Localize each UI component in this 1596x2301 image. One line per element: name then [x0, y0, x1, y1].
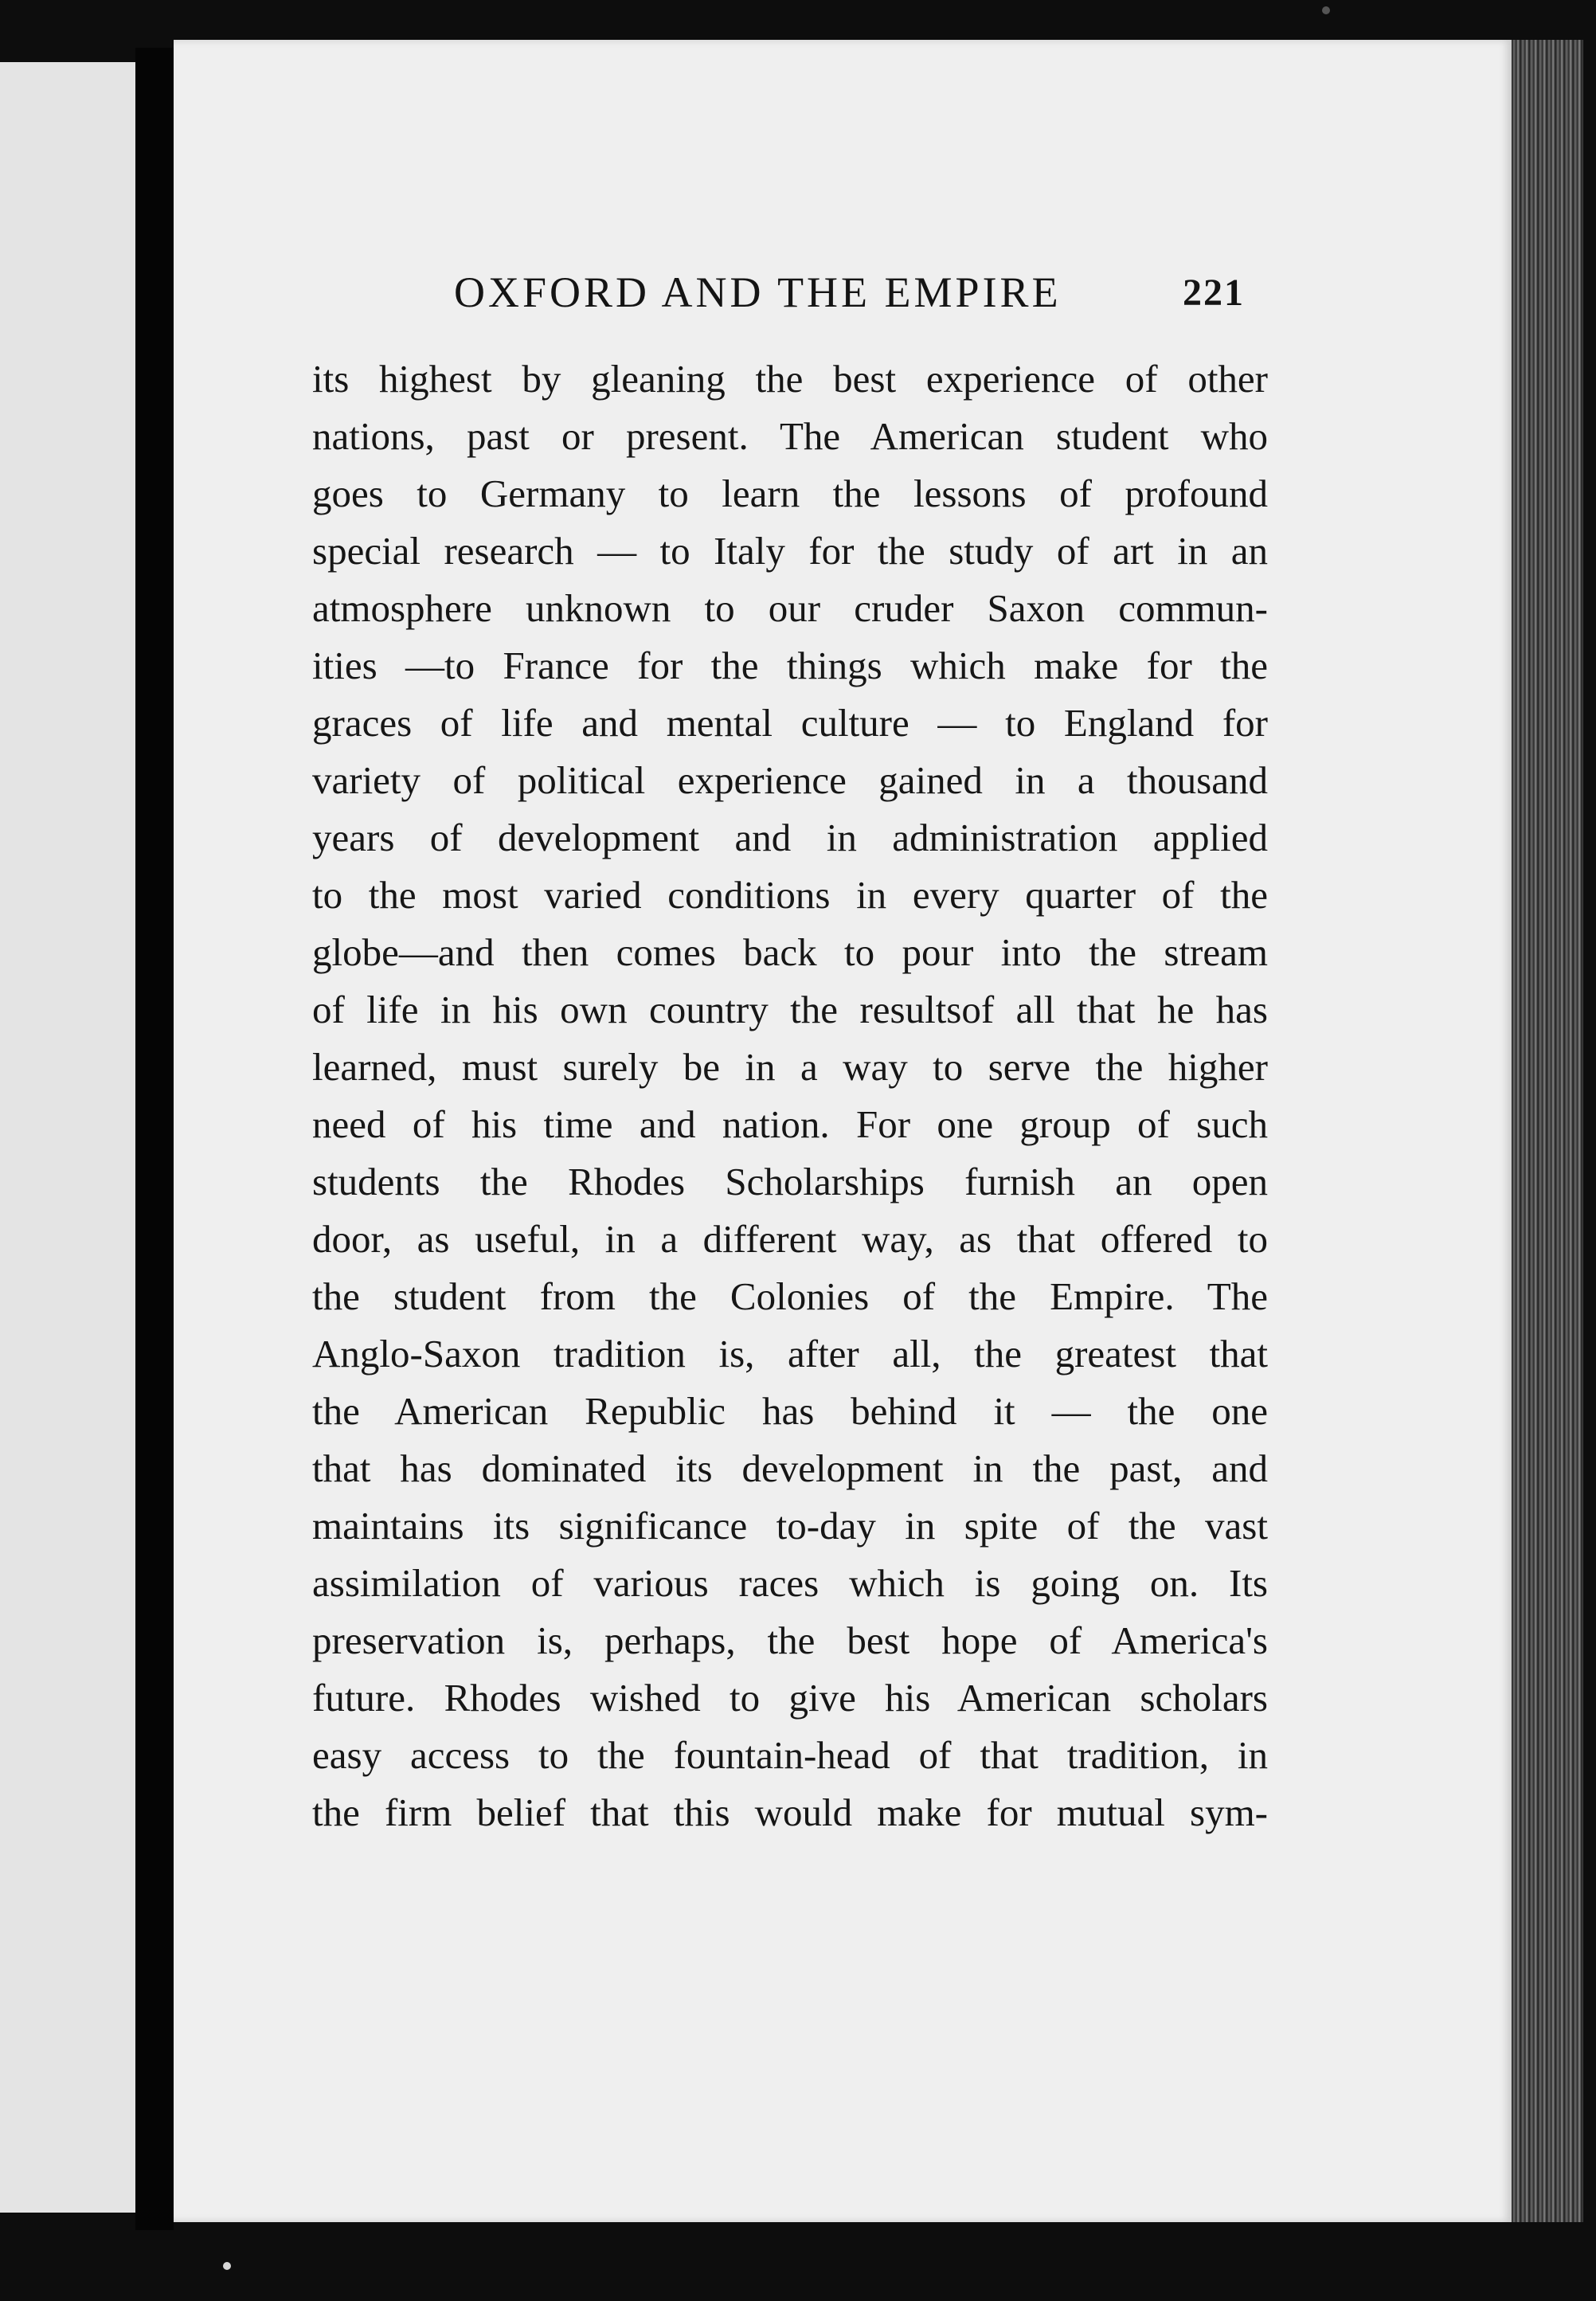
text-line: years of development and in administration applied	[312, 816, 1268, 859]
text-line: easy access to the fountain-head of that tradition, in	[312, 1733, 1268, 1777]
text-line: maintains its significance to-day in spite of the vast	[312, 1504, 1268, 1548]
text-line: ities —to France for the things which make for the	[312, 644, 1268, 687]
page-header	[454, 268, 1250, 331]
scan-speck	[1322, 6, 1330, 14]
text-line: globe—and then comes back to pour into the stream	[312, 930, 1268, 974]
text-line: the American Republic has behind it — the one	[312, 1389, 1268, 1433]
text-line: of life in his own country the resultsof all that he has	[312, 988, 1268, 1031]
page-stack-edge	[1512, 40, 1583, 2222]
text-line: door, as useful, in a different way, as that offered to	[312, 1217, 1268, 1261]
text-line: that has dominated its development in the past, and	[312, 1446, 1268, 1490]
text-line: learned, must surely be in a way to serve the higher	[312, 1045, 1268, 1089]
text-line: atmosphere unknown to our cruder Saxon commun-	[312, 586, 1268, 630]
text-line: variety of political experience gained in a thousand	[312, 758, 1268, 802]
text-line: its highest by gleaning the best experience of other	[312, 357, 1268, 401]
book-gutter	[135, 48, 174, 2230]
text-line: assimilation of various races which is going on. Its	[312, 1561, 1268, 1605]
text-line: special research — to Italy for the study of art in an	[312, 529, 1268, 573]
body-text	[312, 350, 1268, 1841]
text-line: need of his time and nation. For one group of such	[312, 1102, 1268, 1146]
text-line: preservation is, perhaps, the best hope of America's	[312, 1618, 1268, 1662]
text-line: nations, past or present. The American student who	[312, 414, 1268, 458]
text-line: the student from the Colonies of the Empire. The	[312, 1274, 1268, 1318]
scan-speck	[223, 2262, 231, 2270]
text-line: students the Rhodes Scholarships furnish an open	[312, 1160, 1268, 1203]
text-line: goes to Germany to learn the lessons of profound	[312, 472, 1268, 515]
page-number: 221	[1183, 272, 1245, 314]
text-line: graces of life and mental culture — to England for	[312, 701, 1268, 745]
text-line: future. Rhodes wished to give his American scholars	[312, 1676, 1268, 1720]
left-page-edge	[0, 62, 135, 2213]
running-head: OXFORD AND THE EMPIRE	[454, 268, 1062, 316]
text-line: Anglo-Saxon tradition is, after all, the greatest that	[312, 1332, 1268, 1376]
text-line: the firm belief that this would make for mutual sym-	[312, 1790, 1268, 1834]
text-line: to the most varied conditions in every quarter of the	[312, 873, 1268, 917]
